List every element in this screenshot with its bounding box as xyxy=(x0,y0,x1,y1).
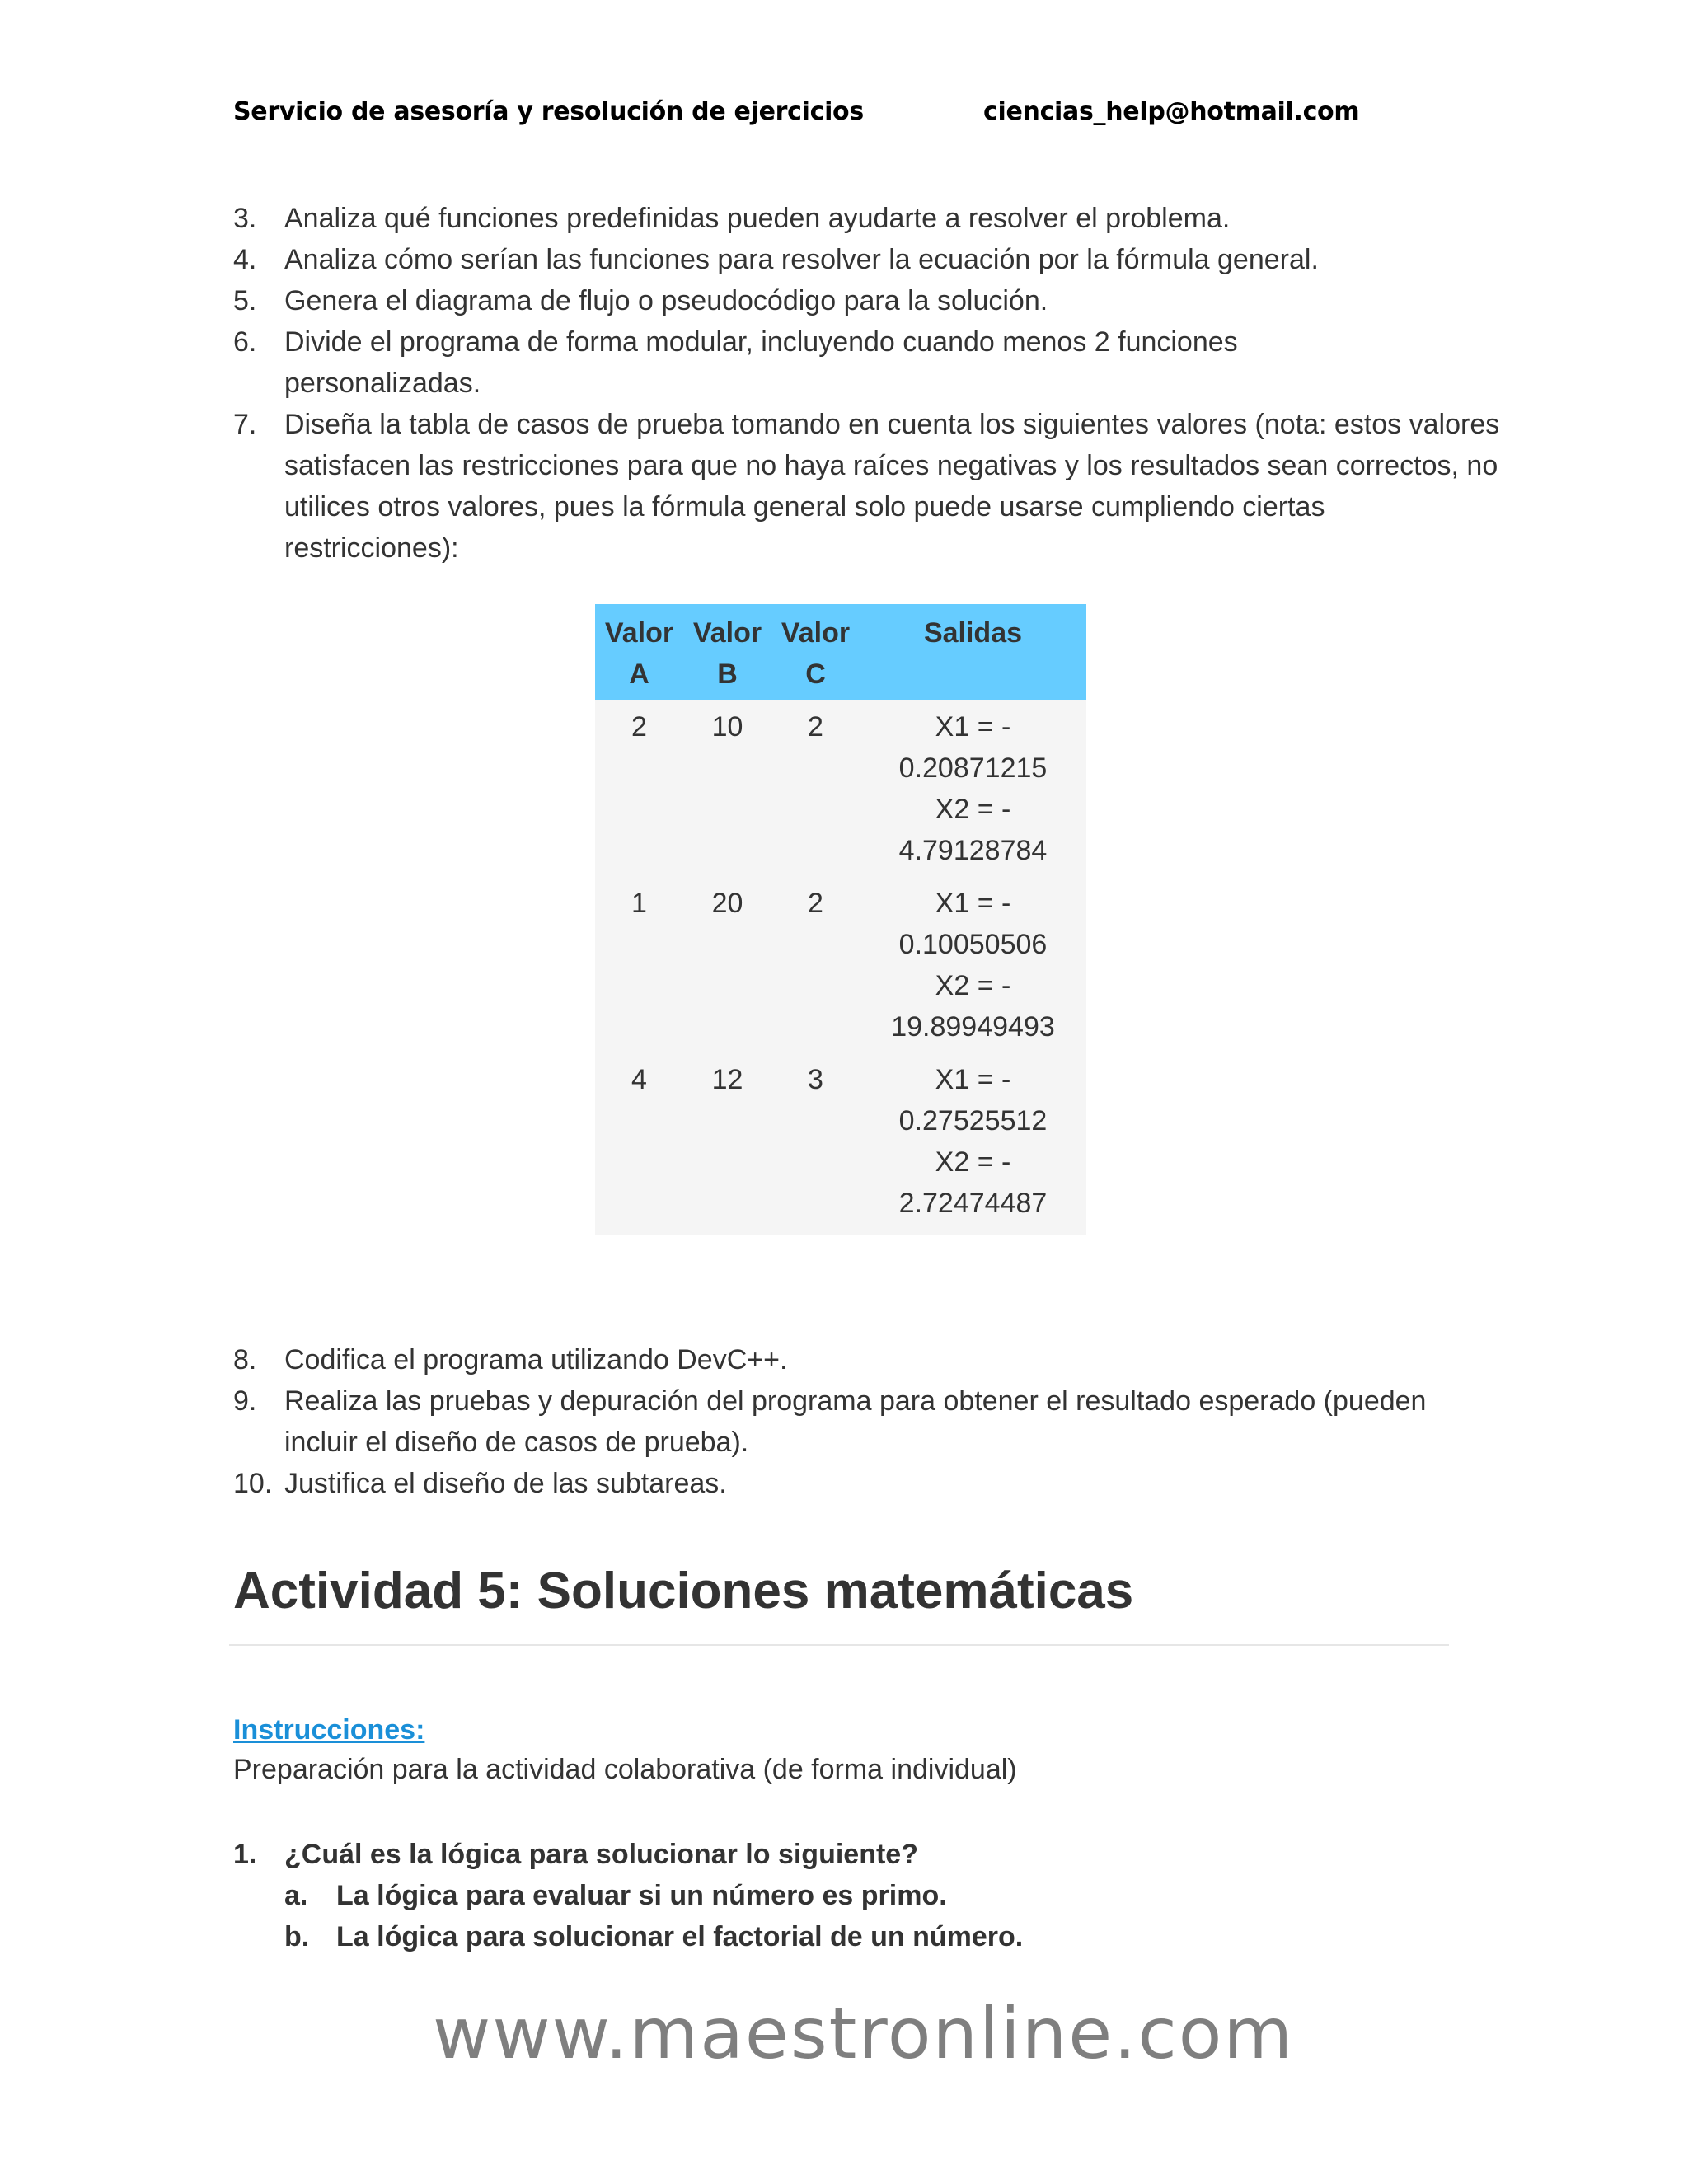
item-text: Realiza las pruebas y depuración del programa para obtener el resultado esperado (pueden incluir el diseño de casos de prueba). xyxy=(284,1385,1427,1458)
cell-b: 12 xyxy=(683,1052,771,1235)
header-email: ciencias_help@hotmail.com xyxy=(983,97,1360,126)
sub-question-letter: b. xyxy=(284,1921,310,1952)
item-text: Codifica el programa utilizando DevC++. xyxy=(284,1344,788,1376)
cell-a: 1 xyxy=(595,876,683,1052)
steps-list-bottom xyxy=(233,1339,1453,1504)
instructions-text: Preparación para la actividad colaborativa (de forma individual) xyxy=(233,1754,1017,1785)
table-row xyxy=(595,700,1086,876)
list-item xyxy=(233,1380,1438,1463)
item-number: 10. xyxy=(233,1468,273,1499)
list-item xyxy=(233,404,1504,569)
list-item xyxy=(233,198,1438,239)
section-divider xyxy=(229,1644,1449,1646)
item-text: Justifica el diseño de las subtareas. xyxy=(284,1468,727,1499)
cell-output: X1 = - 0.10050506 X2 = - 19.89949493 xyxy=(860,876,1086,1052)
header-service-text: Servicio de asesoría y resolución de ejercicios xyxy=(233,97,864,126)
table-row xyxy=(595,876,1086,1052)
table-header-row xyxy=(595,604,1086,700)
item-text: Analiza cómo serían las funciones para resolver la ecuación por la fórmula general. xyxy=(284,244,1319,275)
list-item xyxy=(233,1339,1438,1380)
item-number: 8. xyxy=(233,1344,257,1376)
item-number: 3. xyxy=(233,203,257,234)
cell-a: 4 xyxy=(595,1052,683,1235)
question-block xyxy=(233,1834,1453,1957)
sub-question-letter: a. xyxy=(284,1880,308,1911)
sub-question-text: La lógica para evaluar si un número es primo. xyxy=(336,1880,947,1911)
list-item xyxy=(233,321,1302,404)
test-cases-table xyxy=(595,604,1086,1235)
header-valor-a: Valor A xyxy=(595,604,683,700)
item-number: 6. xyxy=(233,326,257,358)
question-text: ¿Cuál es la lógica para solucionar lo siguiente? xyxy=(284,1839,918,1870)
page-header xyxy=(233,97,1360,126)
item-number: 5. xyxy=(233,285,257,316)
instructions-label: Instrucciones: xyxy=(233,1714,425,1746)
item-number: 7. xyxy=(233,409,257,440)
cell-output: X1 = - 0.27525512 X2 = - 2.72474487 xyxy=(860,1052,1086,1235)
item-number: 4. xyxy=(233,244,257,275)
table-row xyxy=(595,1052,1086,1235)
cell-c: 2 xyxy=(771,876,860,1052)
list-item xyxy=(233,1463,1438,1504)
cell-a: 2 xyxy=(595,700,683,876)
sub-question xyxy=(233,1916,1453,1957)
header-valor-c: Valor C xyxy=(771,604,860,700)
sub-question-text: La lógica para solucionar el factorial de un número. xyxy=(336,1921,1024,1952)
cell-output: X1 = - 0.20871215 X2 = - 4.79128784 xyxy=(860,700,1086,876)
item-text: Divide el programa de forma modular, incluyendo cuando menos 2 funciones personalizadas. xyxy=(284,326,1238,399)
cell-b: 10 xyxy=(683,700,771,876)
cell-c: 3 xyxy=(771,1052,860,1235)
item-text: Genera el diagrama de flujo o pseudocódigo para la solución. xyxy=(284,285,1048,316)
list-item xyxy=(233,239,1438,280)
item-text: Diseña la tabla de casos de prueba tomando en cuenta los siguientes valores (nota: estos valores satisfacen las restricciones para que no haya raíces negativas y los resultados sean correctos, no utilices otros valores, pues la fórmula general solo puede usarse cumpliendo ciertas restricciones): xyxy=(284,409,1500,564)
section-title: Actividad 5: Soluciones matemáticas xyxy=(233,1563,1134,1619)
steps-list-top xyxy=(233,198,1500,569)
cell-c: 2 xyxy=(771,700,860,876)
cell-b: 20 xyxy=(683,876,771,1052)
sub-question xyxy=(233,1875,1453,1916)
item-text: Analiza qué funciones predefinidas pueden ayudarte a resolver el problema. xyxy=(284,203,1231,234)
header-salidas: Salidas xyxy=(860,604,1086,700)
watermark: www.maestronline.com xyxy=(433,1993,1295,2075)
item-number: 9. xyxy=(233,1385,257,1417)
header-valor-b: Valor B xyxy=(683,604,771,700)
list-item xyxy=(233,280,1438,321)
question-number: 1. xyxy=(233,1839,257,1870)
